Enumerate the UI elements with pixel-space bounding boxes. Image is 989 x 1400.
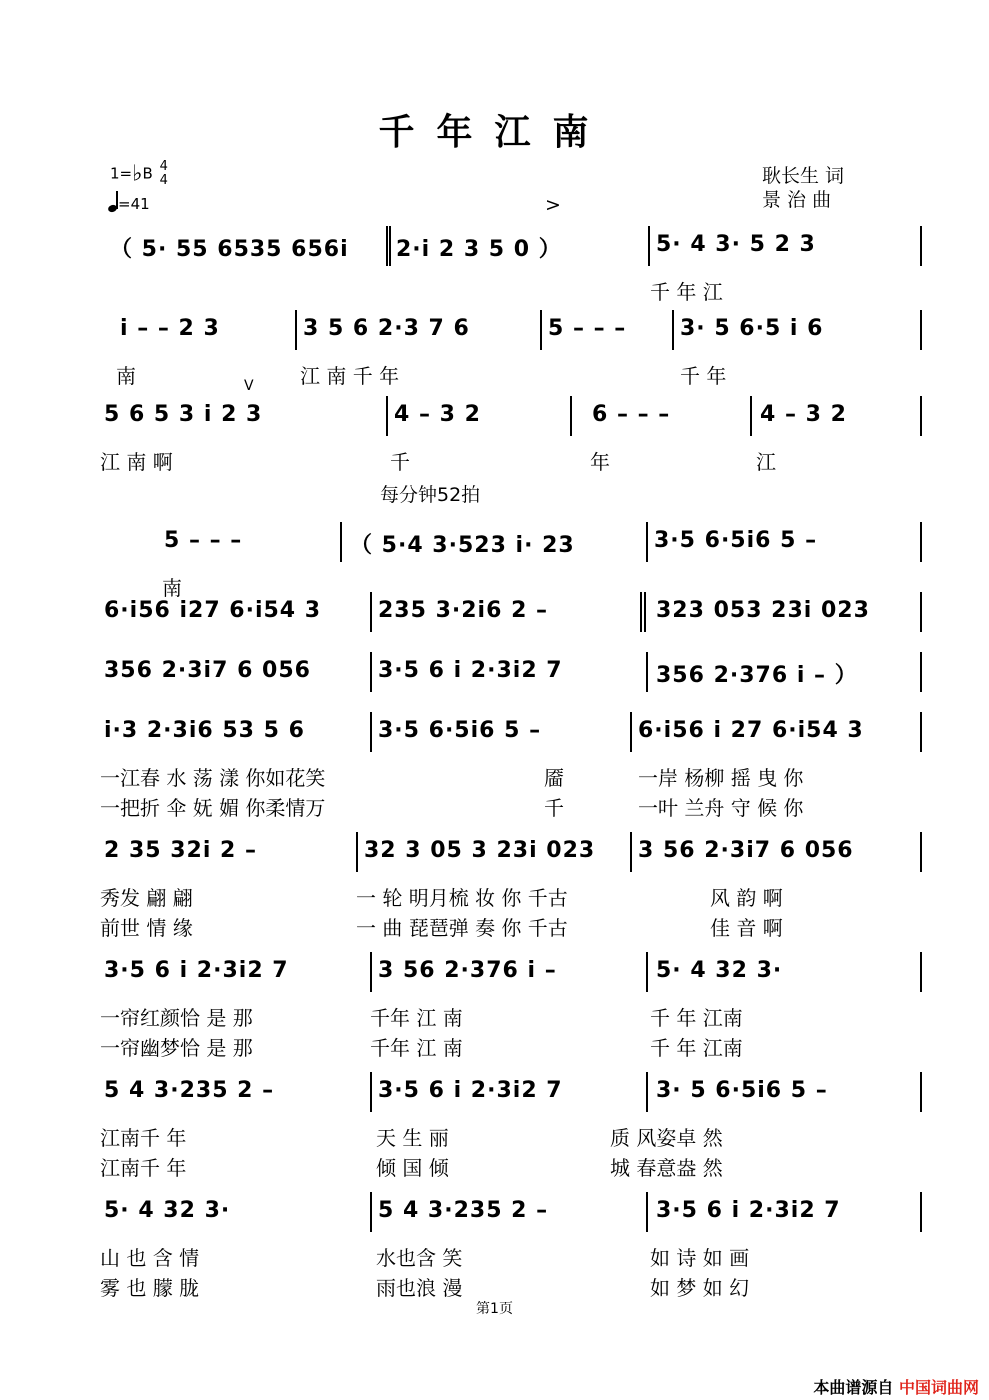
time-signature — [160, 160, 168, 188]
measure-notes: 5 4 3·235 2 – — [378, 1198, 549, 1223]
measure-notes: 32 3 05 3 23i 023 — [364, 838, 596, 863]
bar-line — [386, 396, 388, 436]
score-row — [100, 708, 925, 820]
tempo-change-text: 每分钟52拍 — [380, 484, 481, 506]
bar-line — [920, 1072, 922, 1112]
key-signature — [110, 160, 168, 188]
measure-notes: 5· 4 32 3· — [104, 1198, 231, 1223]
bar-line — [356, 832, 358, 872]
lyric-line-2: 一叶 兰舟 守 候 你 — [638, 796, 804, 820]
score-row — [100, 948, 925, 1060]
lyric-line-2: 一 曲 琵琶弹 奏 你 千古 — [356, 916, 568, 940]
lyric-line-2: 雾 也 朦 胧 — [100, 1276, 200, 1300]
measure-notes: 4 – 3 2 — [394, 402, 481, 427]
lyric-line-1: 靥 — [544, 766, 564, 790]
lyric-line-2: 倾 国 倾 — [376, 1156, 449, 1180]
bar-line — [640, 592, 642, 632]
score-row — [100, 378, 925, 474]
bar-line — [920, 1192, 922, 1232]
bar-line — [920, 652, 922, 692]
measure-notes: 3·5 6 i 2·3i2 7 — [378, 1078, 563, 1103]
bar-line — [920, 952, 922, 992]
score-row — [100, 518, 925, 598]
lyric-line-1: 江南千 年 — [100, 1126, 187, 1150]
lyric-line-1: 天 生 丽 — [376, 1126, 449, 1150]
measure-notes: 3·5 6 i 2·3i2 7 — [656, 1198, 841, 1223]
lyric-line-2: 一帘幽梦恰 是 那 — [100, 1036, 253, 1060]
bar-line — [920, 396, 922, 436]
lyric-line-2: 千 年 江南 — [650, 1036, 743, 1060]
breath-mark: V — [244, 378, 254, 394]
lyric-line-1: 一帘红颜恰 是 那 — [100, 1006, 253, 1030]
bar-line — [672, 310, 674, 350]
lyric-line-2: 前世 情 缘 — [100, 916, 193, 940]
bar-line — [370, 1072, 372, 1112]
lyric-line-1: 江 南 啊 — [100, 450, 173, 474]
score-row — [100, 306, 925, 386]
score-row — [100, 1188, 925, 1300]
bar-line — [646, 652, 648, 692]
measure-notes: 6·i56 i27 6·i54 3 — [104, 598, 322, 623]
bar-line — [370, 652, 372, 692]
composer-credit: 景 治 曲 — [762, 189, 832, 211]
bar-line — [389, 226, 391, 266]
lyric-line-1: 风 韵 啊 — [710, 886, 783, 910]
lyric-line-1: 水也含 笑 — [376, 1246, 463, 1270]
bar-line — [648, 226, 650, 266]
measure-notes: 4 – 3 2 — [760, 402, 847, 427]
bar-line — [295, 310, 297, 350]
measure-notes: （ 5· 55 6535 656i — [110, 237, 349, 262]
lyric-line-1: 秀发 翩 翩 — [100, 886, 193, 910]
lyric-line-1: 江 南 千 年 — [300, 364, 400, 388]
bar-line — [630, 832, 632, 872]
bar-line — [570, 396, 572, 436]
tempo-value: =41 — [118, 195, 150, 213]
lyric-line-1: 质 风姿卓 然 — [610, 1126, 723, 1150]
score-row — [100, 222, 925, 302]
bar-line — [920, 592, 922, 632]
measure-notes: 3 56 2·376 i – — [378, 958, 557, 983]
measure-notes: 356 2·3i7 6 056 — [104, 658, 311, 683]
lyric-line-1: 一 轮 明月梳 妆 你 千古 — [356, 886, 568, 910]
lyric-line-2: 千 — [544, 796, 564, 820]
bar-line — [370, 952, 372, 992]
measure-notes: 5 – – – — [548, 316, 627, 341]
bar-line — [920, 832, 922, 872]
measure-notes: 3·5 6 i 2·3i2 7 — [104, 958, 289, 983]
measure-notes: 356 2·376 i – ） — [656, 663, 858, 688]
key-prefix: 1= — [110, 164, 133, 183]
bar-line — [370, 1192, 372, 1232]
bar-line — [386, 226, 388, 266]
bar-line — [370, 592, 372, 632]
key-name: B — [142, 164, 153, 183]
measure-notes: 6 – – – — [592, 402, 671, 427]
measure-notes: 5· 4 3· 5 2 3 — [656, 232, 816, 257]
lyric-line-2: 如 梦 如 幻 — [650, 1276, 750, 1300]
measure-notes: 5· 4 32 3· — [656, 958, 783, 983]
measure-notes: 5 – – – — [164, 528, 243, 553]
lyric-line-1: 南 — [162, 576, 182, 600]
source-credit — [813, 1375, 979, 1398]
source-site-link[interactable]: 中国词曲网 — [898, 1378, 979, 1397]
lyric-line-2: 一把折 伞 妩 媚 你柔情万 — [100, 796, 326, 820]
source-prefix: 本曲谱源自 — [813, 1378, 894, 1397]
measure-notes: 3·5 6·5i6 5 – — [378, 718, 542, 743]
bar-line — [646, 522, 648, 562]
flat-icon: ♭ — [132, 161, 143, 187]
bar-line — [920, 310, 922, 350]
lyric-line-1: 千 年 江南 — [650, 1006, 743, 1030]
measure-notes: 3 5 6 2·3 7 6 — [303, 316, 470, 341]
bar-line — [750, 396, 752, 436]
lyric-line-2: 雨也浪 漫 — [376, 1276, 463, 1300]
bar-line — [370, 712, 372, 752]
measure-notes: 5 6 5 3 i 2 3 — [104, 402, 263, 427]
bar-line — [644, 592, 646, 632]
bar-line — [920, 522, 922, 562]
measure-notes: 6·i56 i 27 6·i54 3 — [638, 718, 864, 743]
lyric-line-2: 佳 音 啊 — [710, 916, 783, 940]
measure-notes: 2 35 32i 2 – — [104, 838, 258, 863]
lyricist-credit: 耿长生 词 — [762, 165, 845, 187]
quarter-note-icon — [108, 190, 118, 212]
score-row — [100, 1068, 925, 1180]
bar-line — [646, 1072, 648, 1112]
bar-line — [340, 522, 342, 562]
measure-notes: 3 56 2·3i7 6 056 — [638, 838, 854, 863]
lyric-line-1: 一江春 水 荡 漾 你如花笑 — [100, 766, 326, 790]
bar-line — [540, 310, 542, 350]
lyric-line-1: 山 也 含 情 — [100, 1246, 200, 1270]
accent-mark: > — [545, 194, 561, 216]
credits — [762, 164, 844, 212]
lyric-line-2: 江南千 年 — [100, 1156, 187, 1180]
measure-notes: 3· 5 6·5i6 5 – — [656, 1078, 828, 1103]
measure-notes: 3· 5 6·5 i 6 — [680, 316, 824, 341]
lyric-line-1: 千 年 — [680, 364, 727, 388]
page-number: 第1页 — [476, 1301, 513, 1317]
bar-line — [630, 712, 632, 752]
bar-line — [920, 226, 922, 266]
measure-notes: （ 5·4 3·523 i· 23 — [350, 533, 575, 558]
lyric-line-1: 南 — [116, 364, 136, 388]
measure-notes: 3·5 6·5i6 5 – — [654, 528, 818, 553]
measure-notes: 235 3·2i6 2 – — [378, 598, 549, 623]
lyric-line-1: 千 年 江 — [650, 280, 723, 304]
measure-notes: 3·5 6 i 2·3i2 7 — [378, 658, 563, 683]
measure-notes: 323 053 23i 023 — [656, 598, 870, 623]
lyric-line-1: 年 — [590, 450, 610, 474]
lyric-line-1: 一岸 杨柳 摇 曳 你 — [638, 766, 804, 790]
time-top: 4 — [159, 159, 168, 174]
lyric-line-1: 江 — [756, 450, 776, 474]
lyric-line-2: 城 春意盎 然 — [610, 1156, 723, 1180]
time-bottom: 4 — [159, 173, 168, 188]
measure-notes: 2·i 2 3 5 0 ） — [396, 237, 562, 262]
score-row — [100, 828, 925, 940]
lyric-line-1: 如 诗 如 画 — [650, 1246, 750, 1270]
lyric-line-1: 千年 江 南 — [370, 1006, 463, 1030]
measure-notes: i·3 2·3i6 53 5 6 — [104, 718, 305, 743]
score-title: 千年江南 — [378, 111, 611, 153]
tempo-marking — [108, 190, 150, 213]
lyric-line-2: 千年 江 南 — [370, 1036, 463, 1060]
lyric-line-1: 千 — [390, 450, 410, 474]
bar-line — [646, 1192, 648, 1232]
bar-line — [920, 712, 922, 752]
measure-notes: 5 4 3·235 2 – — [104, 1078, 275, 1103]
measure-notes: i – – 2 3 — [120, 316, 220, 341]
bar-line — [646, 952, 648, 992]
